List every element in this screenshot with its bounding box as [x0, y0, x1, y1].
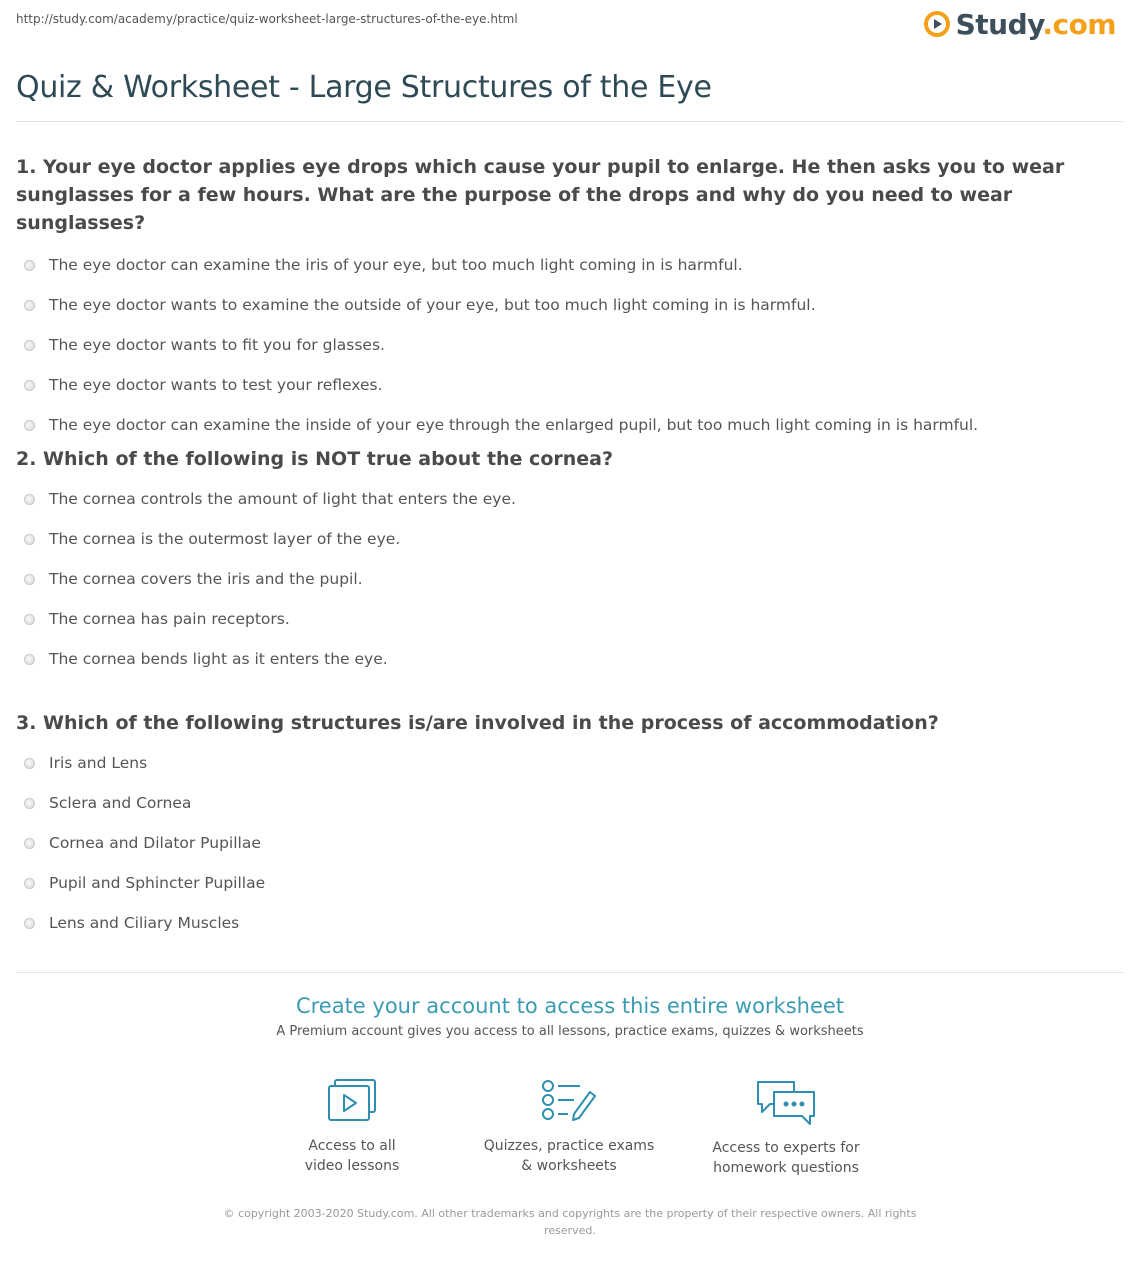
question-text: 2. Which of the following is NOT true about the cornea?: [16, 448, 613, 470]
option-label: Sclera and Cornea: [49, 794, 192, 812]
option-label: The eye doctor wants to test your reflexes.: [49, 376, 383, 394]
feature-video-lessons: [262, 1078, 442, 1176]
option-label: Cornea and Dilator Pupillae: [49, 834, 261, 852]
answer-option[interactable]: [16, 405, 1126, 445]
answer-option[interactable]: [16, 863, 1126, 903]
option-label: The cornea covers the iris and the pupil.: [49, 570, 363, 588]
answer-option[interactable]: [16, 325, 1126, 365]
radio-button[interactable]: [24, 574, 35, 585]
copyright-notice: © copyright 2003-2020 Study.com. All other trademarks and copyrights are the property of their respective owners. All rights reserved.: [223, 1207, 917, 1237]
feature-label: Access to all video lessons: [304, 1138, 400, 1174]
radio-button[interactable]: [24, 758, 35, 769]
radio-button[interactable]: [24, 878, 35, 889]
option-label: Iris and Lens: [49, 754, 148, 772]
cta-title-link[interactable]: Create your account to access this entire worksheet: [295, 994, 845, 1018]
answer-option[interactable]: [16, 783, 1126, 823]
study-logo-icon: [924, 11, 950, 37]
option-label: The eye doctor can examine the iris of your eye, but too much light coming in is harmful.: [49, 256, 743, 274]
radio-button[interactable]: [24, 654, 35, 665]
top-bar: [16, 0, 1124, 60]
answer-option[interactable]: [16, 599, 1126, 639]
divider: [16, 121, 1124, 122]
option-label: The eye doctor wants to fit you for glasses.: [49, 336, 385, 354]
radio-button[interactable]: [24, 838, 35, 849]
quiz-checklist-icon: [540, 1078, 598, 1124]
radio-button[interactable]: [24, 420, 35, 431]
question-3: [16, 709, 1126, 943]
radio-button[interactable]: [24, 494, 35, 505]
option-label: The cornea has pain receptors.: [49, 610, 290, 628]
radio-button[interactable]: [24, 340, 35, 351]
feature-experts: [696, 1078, 876, 1178]
question-2: [16, 445, 1126, 679]
option-label: Pupil and Sphincter Pupillae: [49, 874, 266, 892]
answer-option[interactable]: [16, 245, 1126, 285]
radio-button[interactable]: [24, 798, 35, 809]
chat-bubbles-icon: [754, 1078, 818, 1126]
answer-option[interactable]: [16, 519, 1126, 559]
cta-subtitle: A Premium account gives you access to all lessons, practice exams, quizzes & worksheets: [276, 1024, 864, 1039]
radio-button[interactable]: [24, 918, 35, 929]
option-label: The eye doctor wants to examine the outside of your eye, but too much light coming in is harmful.: [49, 296, 816, 314]
page-title: Quiz & Worksheet - Large Structures of the Eye: [16, 70, 712, 105]
study-logo[interactable]: [924, 6, 1116, 42]
answer-option[interactable]: [16, 743, 1126, 783]
answer-option[interactable]: [16, 639, 1126, 679]
answer-option[interactable]: [16, 903, 1126, 943]
feature-label: Access to experts for homework questions: [712, 1140, 860, 1176]
divider: [16, 972, 1124, 973]
question-text: 3. Which of the following structures is/are involved in the process of accommodation?: [16, 712, 939, 734]
answer-option[interactable]: [16, 285, 1126, 325]
radio-button[interactable]: [24, 380, 35, 391]
answer-option[interactable]: [16, 559, 1126, 599]
option-label: The cornea controls the amount of light that enters the eye.: [49, 490, 516, 508]
logo-wordmark: Study.com: [955, 7, 1116, 41]
option-label: The cornea is the outermost layer of the eye.: [49, 530, 401, 548]
feature-label: Quizzes, practice exams & worksheets: [483, 1138, 655, 1174]
premium-cta: [0, 994, 1140, 1039]
radio-button[interactable]: [24, 534, 35, 545]
option-label: The cornea bends light as it enters the eye.: [49, 650, 388, 668]
option-label: The eye doctor can examine the inside of your eye through the enlarged pupil, but too much light coming in is harmful.: [49, 416, 979, 434]
answer-option[interactable]: [16, 365, 1126, 405]
radio-button[interactable]: [24, 260, 35, 271]
question-text: 1. Your eye doctor applies eye drops which cause your pupil to enlarge. He then asks you to wear sunglasses for a few hours. What are the purpose of the drops and why do you need to wear sunglasses?: [16, 156, 1065, 234]
question-1: [16, 153, 1126, 445]
radio-button[interactable]: [24, 614, 35, 625]
answer-option[interactable]: [16, 823, 1126, 863]
page-url: http://study.com/academy/practice/quiz-worksheet-large-structures-of-the-eye.html: [16, 12, 518, 26]
radio-button[interactable]: [24, 300, 35, 311]
option-label: Lens and Ciliary Muscles: [49, 914, 240, 932]
answer-option[interactable]: [16, 479, 1126, 519]
feature-quizzes: [479, 1078, 659, 1176]
video-lessons-icon: [325, 1078, 379, 1124]
